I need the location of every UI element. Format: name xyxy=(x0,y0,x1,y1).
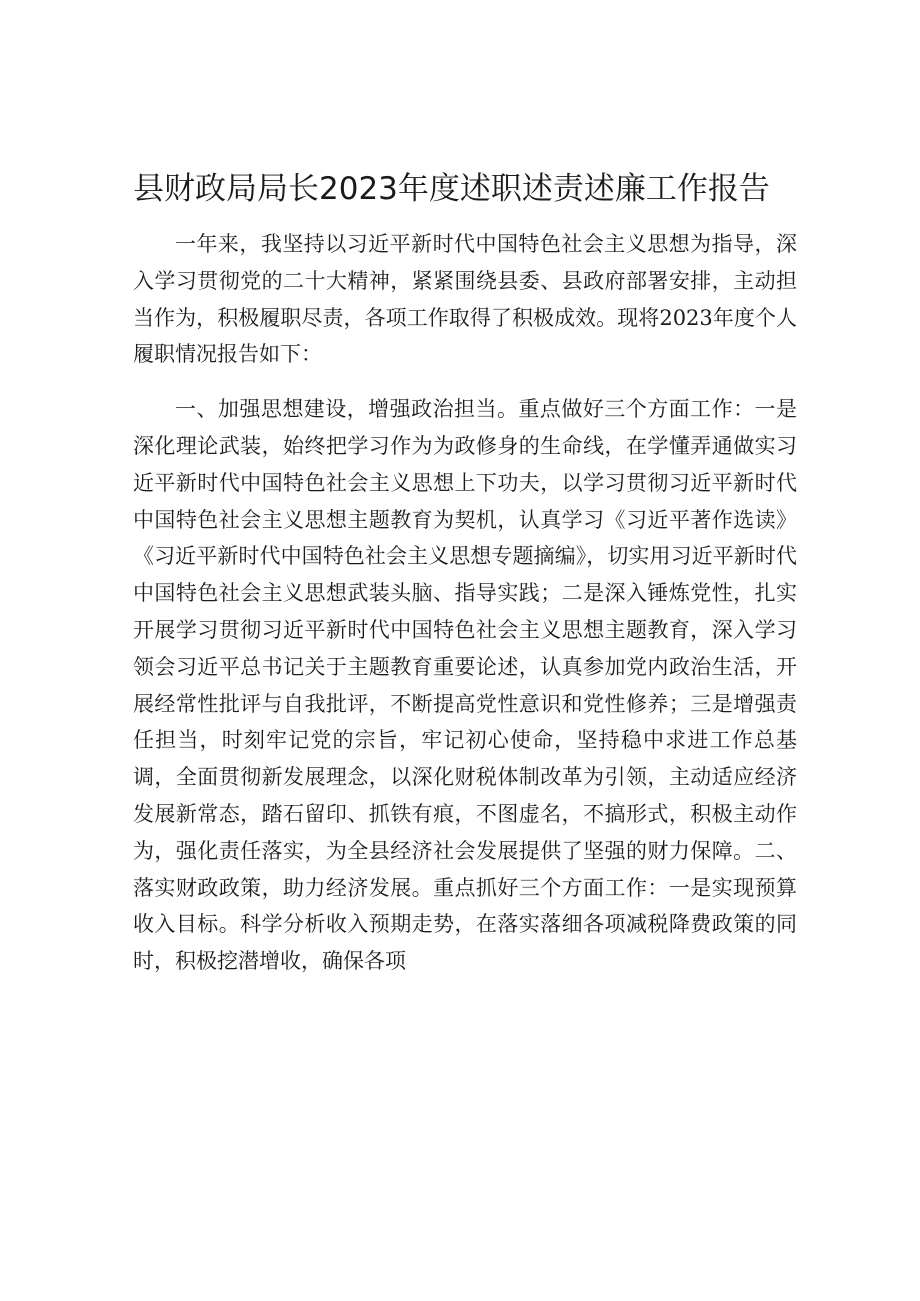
document-title: 县财政局局长2023年度述职述责述廉工作报告 xyxy=(133,171,770,207)
paragraph-intro: 一年来，我坚持以习近平新时代中国特色社会主义思想为指导，深入学习贯彻党的二十大精神，紧紧围绕县委、县政府部署安排，主动担当作为，积极履职尽责，各项工作取得了积极成效。现将2023年度个人履职情况报告如下： xyxy=(133,232,797,367)
paragraph-section-one: 一、加强思想建设，增强政治担当。重点做好三个方面工作：一是深化理论武装，始终把学习作为为政修身的生命线，在学懂弄通做实习近平新时代中国特色社会主义思想上下功夫，以学习贯彻习近平新时代中国特色社会主义思想主题教育为契机，认真学习《习近平著作选读》《习近平新时代中国特色社会主义思想专题摘编》，切实用习近平新时代中国特色社会主义思想武装头脑、指导实践；二是深入锤炼党性，扎实开展学习贯彻习近平新时代中国特色社会主义思想主题教育，深入学习领会习近平总书记关于主题教育重要论述，认真参加党内政治生活，开展经常性批评与自我批评，不断提高党性意识和党性修养；三是增强责任担当，时刻牢记党的宗旨，牢记初心使命，坚持稳中求进工作总基调，全面贯彻新发展理念，以深化财税体制改革为引领，主动适应经济发展新常态，踏石留印、抓铁有痕，不图虚名，不搞形式，积极主动作为，强化责任落实，为全县经济社会发展提供了坚强的财力保障。二、落实财政政策，助力经济发展。重点抓好三个方面工作：一是实现预算收入目标。科学分析收入预期走势，在落实落细各项减税降费政策的同时，积极挖潜增收，确保各项 xyxy=(133,397,797,974)
document-body xyxy=(133,226,797,980)
